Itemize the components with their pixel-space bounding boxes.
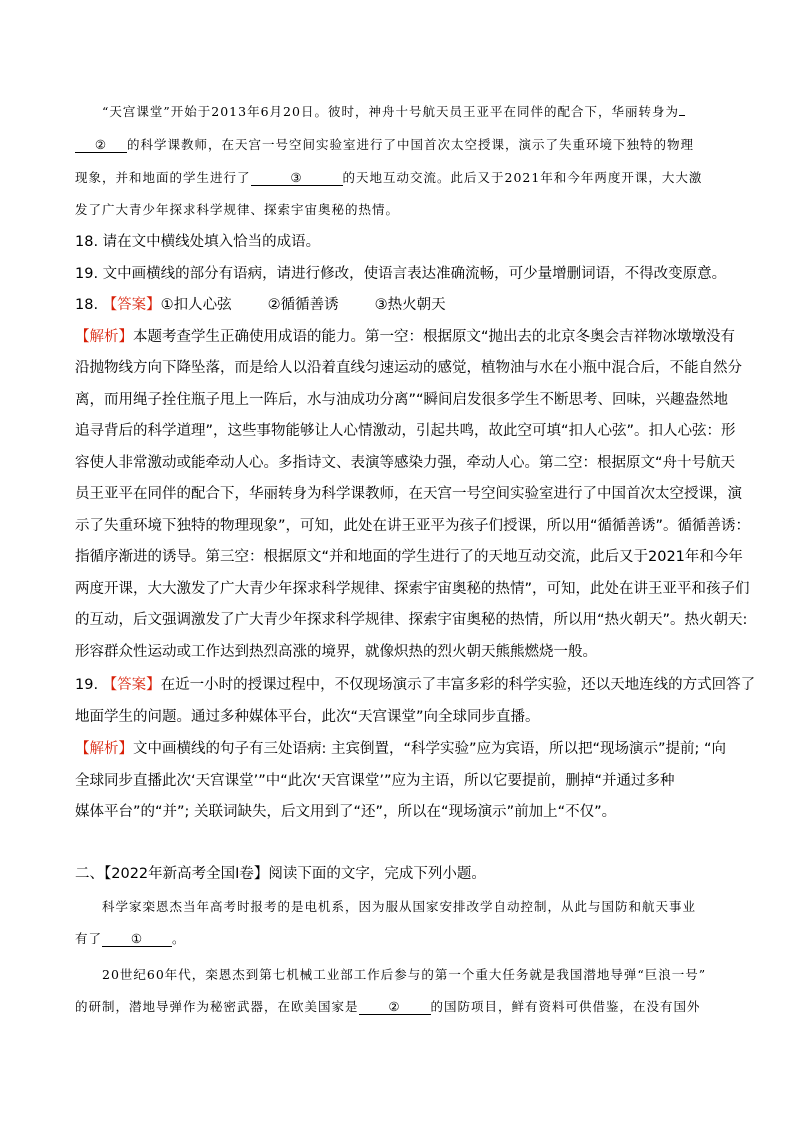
answer-18 xyxy=(75,293,446,314)
answer-tag: 【答案】 xyxy=(102,297,161,313)
analysis-18-line-10: 的互动，后文强调激发了广大青少年探求科学规律、探索宇宙奥秘的热情，所以用“热火朝天”。热火朝天: xyxy=(75,612,748,628)
blank-2-label: ② xyxy=(94,137,108,152)
passage-text: 的研制，潜地导弹作为秘密武器，在欧美国家是 xyxy=(75,999,359,1014)
analysis-18-line-1 xyxy=(75,325,735,346)
analysis-18-line-3: 离，而用绳子拴住瓶子甩上一阵后，水与油成功分离”“瞬间启发很多学生不断思考、回味，兴趣盎然地 xyxy=(75,392,729,408)
blank-2b xyxy=(359,999,431,1015)
analysis-18-line-6: 员王亚平在同伴的配合下，华丽转身为科学课教师，在天宫一号空间实验室进行了中国首次太空授课，演 xyxy=(75,486,742,502)
blank-1-label: ① xyxy=(130,931,144,946)
analysis-18-line-2: 沿抛物线方向下降坠落，而是给人以沿着直线匀速运动的感觉，植物油与水在小瓶中混合后，不能自然分 xyxy=(75,360,742,376)
blank-3-label: ③ xyxy=(290,170,303,185)
section-2-para-2-line-1: 20世纪60年代，栾恩杰到第七机械工业部工作后参与的第一个重大任务就是我国潜地导弹“巨浪一号” xyxy=(102,967,707,982)
analysis-18-line-9: 两度开课，大大激发了广大青少年探求科学规律、探索宇宙奥秘的热情”，可知，此处在讲王亚平和孩子们 xyxy=(75,581,750,597)
question-19: 19. 文中画横线的部分有语病，请进行修改，使语言表达准确流畅，可少量增删词语，不得改变原意。 xyxy=(75,266,727,282)
analysis-tag: 【解析】 xyxy=(75,741,133,757)
question-18: 18. 请在文中横线处填入恰当的成语。 xyxy=(75,234,321,250)
analysis-18-line-5: 容使人非常激动或能牵动人心。多指诗文、表演等感染力强，牵动人心。第二空：根据原文“舟十号航天 xyxy=(75,455,736,471)
analysis-18-line-4: 追寻背后的科学道理”，这些事物能够让人心情激动，引起共鸣，故此空可填“扣人心弦”。扣人心弦：形 xyxy=(75,423,736,439)
analysis-tag: 【解析】 xyxy=(75,329,133,345)
analysis-19-line-1 xyxy=(75,737,726,758)
answer-item-2: ②循循善诱 xyxy=(267,297,339,313)
passage-text: 的国防项目，鲜有资料可供借鉴，在没有国外 xyxy=(430,999,701,1014)
answer-number: 18. xyxy=(75,297,103,313)
section-2-para-1-line-1: 科学家栾恩杰当年高考时报考的是电机系，因为服从国家安排改学自动控制，从此与国防和航天事业 xyxy=(102,899,697,914)
analysis-18-line-7: 示了失重环境下独特的物理现象”，可知，此处在讲王亚平为孩子们授课，所以用“循循善诱”。循循善诱： xyxy=(75,518,751,534)
answer-item-3: ③热火朝天 xyxy=(374,297,446,313)
blank-underline xyxy=(679,115,685,116)
passage-text: 的天地互动交流。此后又于2021年和今年两度开课，大大激 xyxy=(342,170,703,185)
answer-number: 19. xyxy=(75,677,103,693)
section-2-heading: 二、【2022年新高考全国Ⅰ卷】阅读下面的文字，完成下列小题。 xyxy=(75,866,486,882)
section-2-para-2-line-2 xyxy=(75,997,701,1015)
passage-text: “天宫课堂”开始于2013年6月20日。彼时，神舟十号航天员王亚平在同伴的配合下，华丽转身为 xyxy=(102,104,679,119)
blank-2b-label: ② xyxy=(388,999,401,1014)
passage-line-4 xyxy=(75,200,399,218)
answer-tag: 【答案】 xyxy=(102,677,161,693)
passage-text: 的科学课教师，在天宫一号空间实验室进行了中国首次太空授课，演示了失重环境下独特的物理 xyxy=(127,137,695,152)
passage-text: 现象，并和地面的学生进行了 xyxy=(75,170,251,185)
analysis-text: 文中画横线的句子有三处语病: 主宾倒置，“科学实验”应为宾语，所以把“现场演示”提前; “向 xyxy=(133,741,727,757)
answer-19-line-2: 地面学生的问题。通过多种媒体平台，此次“天宫课堂”向全球同步直播。 xyxy=(75,709,540,725)
blank-2 xyxy=(75,137,127,153)
blank-1 xyxy=(102,931,172,947)
analysis-18-line-8: 指循序渐进的诱导。第三空：根据原文“并和地面的学生进行了的天地互动交流，此后又于2021年和今年 xyxy=(75,549,743,565)
answer-text: 在近一小时的授课过程中，不仅现场演示了丰富多彩的科学实验，还以天地连线的方式回答了 xyxy=(160,677,756,693)
passage-text: 有了 xyxy=(75,931,103,946)
blank-3 xyxy=(251,170,343,186)
passage-line-1 xyxy=(102,102,685,120)
passage-line-3 xyxy=(75,168,702,186)
section-2-para-1-line-2 xyxy=(75,929,186,947)
analysis-19-line-3: 媒体平台”的“并”; 关联词缺失，后文用到了“还”，所以在“现场演示”前加上“不仅”。 xyxy=(75,804,617,820)
passage-text: 发了广大青少年探求科学规律、探索宇宙奥秘的热情。 xyxy=(75,202,400,217)
answer-item-1: ①扣人心弦 xyxy=(160,297,232,313)
answer-19-line-1 xyxy=(75,673,755,694)
passage-text: 。 xyxy=(172,931,186,946)
analysis-19-line-2: 全球同步直播此次‘天宫课堂’”中“此次‘天宫课堂’”应为主语，所以它要提前，删掉“并通过多种 xyxy=(75,773,675,789)
passage-line-2 xyxy=(75,135,694,153)
analysis-18-line-11: 形容群众性运动或工作达到热烈高涨的境界，就像炽热的烈火朝天熊熊燃烧一般。 xyxy=(75,644,597,660)
analysis-text: 本题考查学生正确使用成语的能力。第一空：根据原文“抛出去的北京冬奥会吉祥物冰墩墩没有 xyxy=(133,329,736,345)
